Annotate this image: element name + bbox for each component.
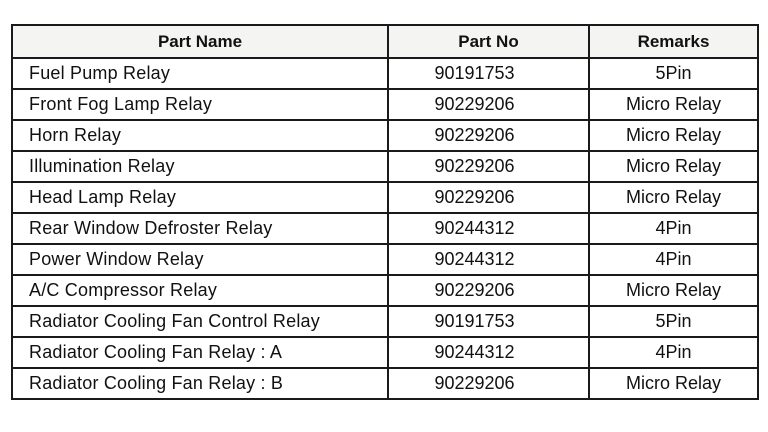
table-row bbox=[12, 337, 758, 368]
part-name-cell: Radiator Cooling Fan Relay : B bbox=[12, 368, 388, 399]
part-name-cell: Radiator Cooling Fan Relay : A bbox=[12, 337, 388, 368]
part-name-cell: Power Window Relay bbox=[12, 244, 388, 275]
part-name-cell: Horn Relay bbox=[12, 120, 388, 151]
table-row bbox=[12, 213, 758, 244]
part-no-cell: 90229206 bbox=[388, 182, 589, 213]
table-row bbox=[12, 368, 758, 399]
part-no-cell: 90229206 bbox=[388, 120, 589, 151]
part-no-cell: 90229206 bbox=[388, 275, 589, 306]
remarks-cell: 4Pin bbox=[589, 244, 758, 275]
table-row bbox=[12, 244, 758, 275]
part-no-cell: 90191753 bbox=[388, 58, 589, 89]
part-name-cell: Head Lamp Relay bbox=[12, 182, 388, 213]
part-no-cell: 90229206 bbox=[388, 368, 589, 399]
part-no-cell: 90229206 bbox=[388, 151, 589, 182]
relay-parts-table bbox=[11, 24, 759, 400]
remarks-cell: Micro Relay bbox=[589, 120, 758, 151]
table-row bbox=[12, 275, 758, 306]
table-body bbox=[12, 58, 758, 399]
remarks-cell: Micro Relay bbox=[589, 368, 758, 399]
table-row bbox=[12, 89, 758, 120]
header-row bbox=[12, 25, 758, 58]
part-name-cell: Fuel Pump Relay bbox=[12, 58, 388, 89]
remarks-cell: Micro Relay bbox=[589, 151, 758, 182]
table-row bbox=[12, 120, 758, 151]
part-name-cell: Radiator Cooling Fan Control Relay bbox=[12, 306, 388, 337]
part-no-cell: 90229206 bbox=[388, 89, 589, 120]
table-header bbox=[12, 25, 758, 58]
part-no-cell: 90244312 bbox=[388, 213, 589, 244]
header-part-name: Part Name bbox=[12, 25, 388, 58]
part-name-cell: A/C Compressor Relay bbox=[12, 275, 388, 306]
remarks-cell: 4Pin bbox=[589, 337, 758, 368]
remarks-cell: 5Pin bbox=[589, 58, 758, 89]
remarks-cell: 5Pin bbox=[589, 306, 758, 337]
header-remarks: Remarks bbox=[589, 25, 758, 58]
part-no-cell: 90244312 bbox=[388, 244, 589, 275]
remarks-cell: 4Pin bbox=[589, 213, 758, 244]
part-name-cell: Rear Window Defroster Relay bbox=[12, 213, 388, 244]
header-part-no: Part No bbox=[388, 25, 589, 58]
part-name-cell: Front Fog Lamp Relay bbox=[12, 89, 388, 120]
part-no-cell: 90244312 bbox=[388, 337, 589, 368]
table-row bbox=[12, 58, 758, 89]
part-no-cell: 90191753 bbox=[388, 306, 589, 337]
remarks-cell: Micro Relay bbox=[589, 275, 758, 306]
table-row bbox=[12, 182, 758, 213]
part-name-cell: Illumination Relay bbox=[12, 151, 388, 182]
remarks-cell: Micro Relay bbox=[589, 182, 758, 213]
table-row bbox=[12, 151, 758, 182]
remarks-cell: Micro Relay bbox=[589, 89, 758, 120]
table-row bbox=[12, 306, 758, 337]
